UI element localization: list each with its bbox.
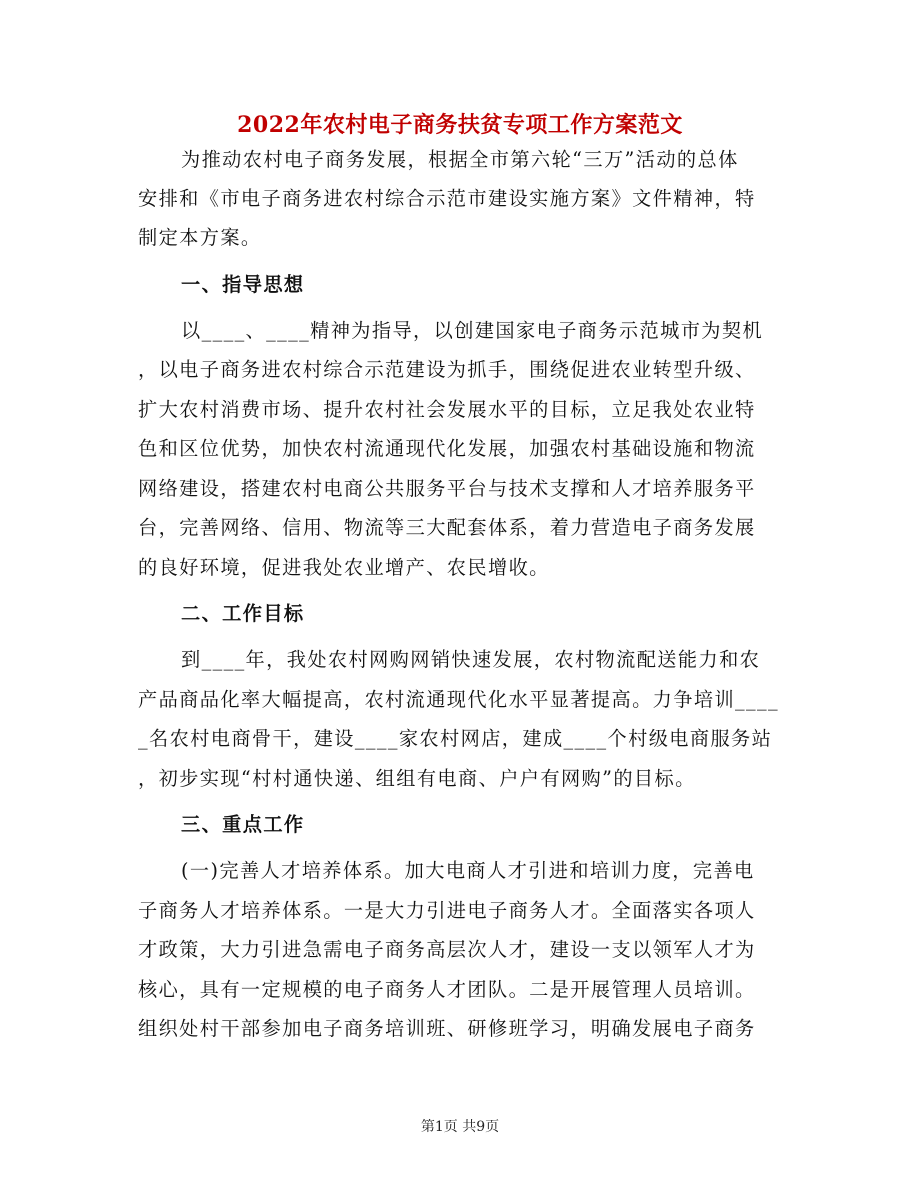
page-number: 第1页 共9页	[420, 1119, 500, 1135]
body-line: 扩大农村消费市场、提升农村社会发展水平的目标，立足我处农业特	[138, 398, 756, 421]
section-heading: 二、工作目标	[181, 602, 305, 625]
body-line: 子商务人才培养体系。一是大力引进电子商务人才。全面落实各项人	[138, 899, 756, 922]
body-line: 才政策，大力引进急需电子商务高层次人才，建设一支以领军人才为	[138, 938, 756, 961]
section-heading: 一、指导思想	[181, 273, 305, 296]
body-line: 安排和《市电子商务进农村综合示范市建设实施方案》文件精神，特	[138, 187, 756, 210]
body-line: 为推动农村电子商务发展，根据全市第六轮“三万”活动的总体	[181, 148, 739, 171]
body-line: 的良好环境，促进我处农业增产、农民增收。	[138, 556, 550, 579]
body-line: 制定本方案。	[138, 226, 262, 249]
section-heading: 三、重点工作	[181, 813, 305, 836]
body-line: 网络建设，搭建农村电商公共服务平台与技术支撑和人才培养服务平	[138, 477, 756, 500]
body-line: (一)完善人才培养体系。加大电商人才引进和培训力度，完善电	[181, 859, 755, 882]
body-line: ，以电子商务进农村综合示范建设为抓手，围绕促进农业转型升级、	[138, 358, 756, 381]
body-line: 到____年，我处农村网购网销快速发展，农村物流配送能力和农	[181, 648, 761, 671]
body-line: _名农村电商骨干，建设____家农村网店，建成____个村级电商服务站	[138, 727, 773, 750]
document-title: 2022年农村电子商务扶贫专项工作方案范文	[237, 112, 683, 138]
body-line: 产品商品化率大幅提高，农村流通现代化水平显著提高。力争培训____	[138, 688, 780, 711]
body-line: 组织处村干部参加电子商务培训班、研修班学习，明确发展电子商务	[138, 1017, 756, 1040]
body-line: 色和区位优势，加快农村流通现代化发展，加强农村基础设施和物流	[138, 437, 756, 460]
body-line: ，初步实现“村村通快递、组组有电商、户户有网购”的目标。	[138, 767, 696, 790]
body-line: 核心，具有一定规模的电子商务人才团队。二是开展管理人员培训。	[138, 978, 756, 1001]
body-line: 台，完善网络、信用、物流等三大配套体系，着力营造电子商务发展	[138, 516, 756, 539]
body-line: 以____、____精神为指导，以创建国家电子商务示范城市为契机	[181, 319, 764, 342]
